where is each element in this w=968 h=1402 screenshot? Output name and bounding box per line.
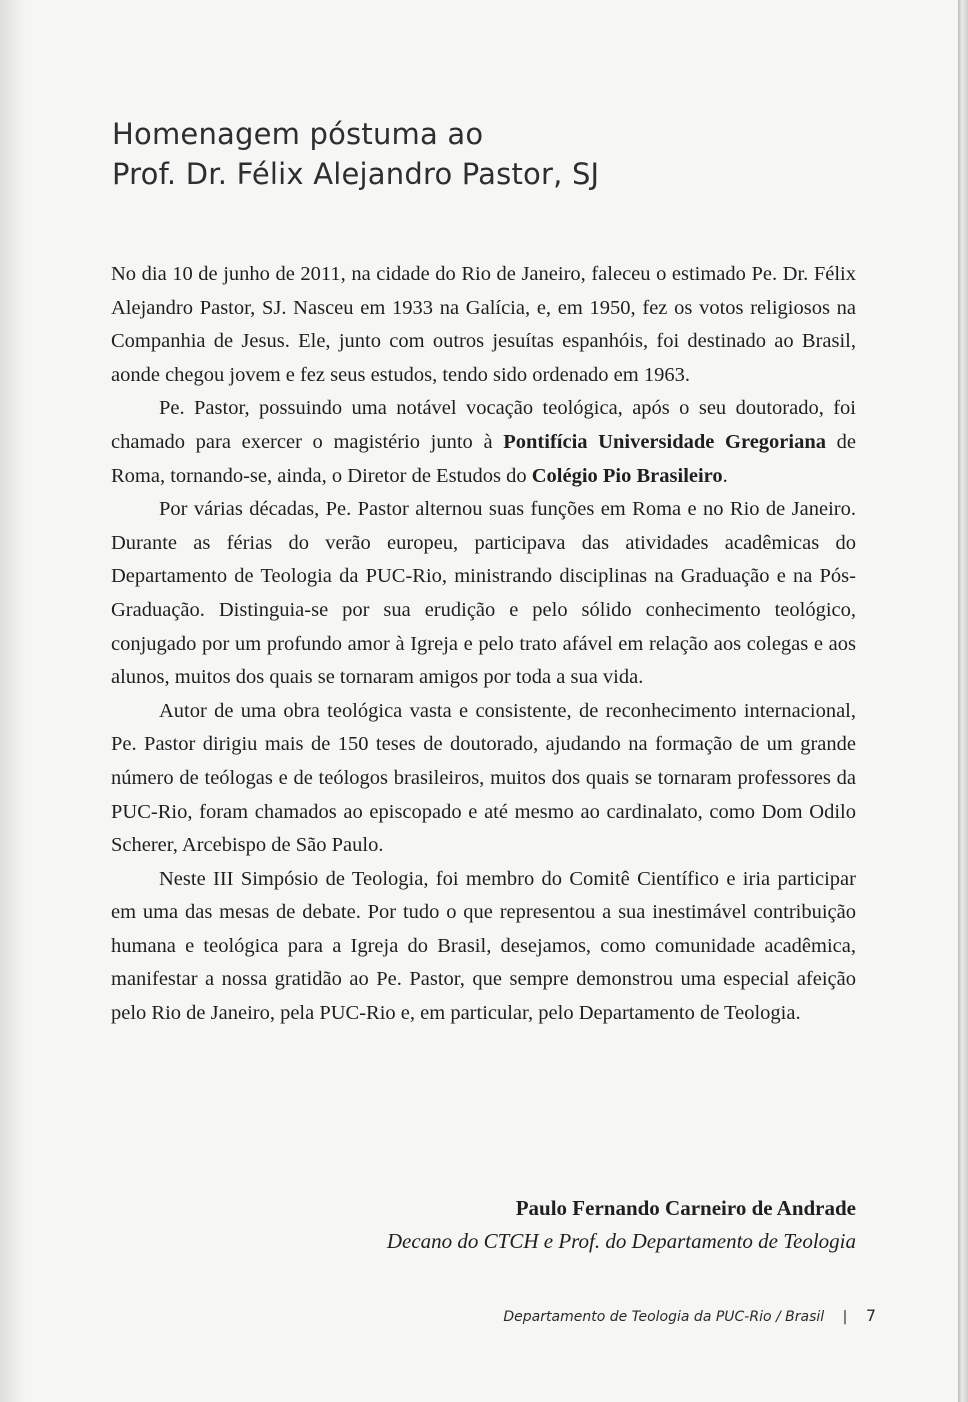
title-line-2: Prof. Dr. Félix Alejandro Pastor, SJ	[112, 157, 600, 191]
footer-separator: |	[842, 1309, 848, 1325]
paragraph-2-text-c: de Roma, tornando-se, ainda, o Diretor de Estudos do	[111, 430, 856, 487]
paragraph-2-text-a: Pe. Pastor, possuindo uma notável vocação teológica, após o seu doutorado, foi chamado para exercer o magistério junto à	[111, 397, 856, 453]
article-body	[111, 258, 856, 1031]
paragraph-5: Neste III Simpósio de Teologia, foi membro do Comitê Científico e iria participar em uma das mesas de debate. Por tudo o que representou a sua inestimável contribuição humana e teológica para a Igreja do Brasil, desejamos, como comunidade acadêmica, manifestar a nossa gratidão ao Pe. Pastor, que sempre demonstrou uma especial afeição pelo Rio de Janeiro, pela PUC-Rio e, em particular, pelo Departamento de Teologia.	[111, 867, 856, 1025]
signature-name: Paulo Fernando Carneiro de Andrade	[515, 1196, 856, 1220]
paragraph-2	[111, 392, 856, 493]
page-number: 7	[865, 1306, 876, 1325]
footer-department: Departamento de Teologia da PUC-Rio / Brasil	[503, 1309, 825, 1325]
university-name: Pontifícia Universidade Gregoriana	[503, 430, 826, 453]
paragraph-4: Autor de uma obra teológica vasta e consistente, de reconhecimento internacional, Pe. Pastor dirigiu mais de 150 teses de doutorado, ajudando na formação de um grande número de teólogas e de teólogos brasileiros, muitos dos quais se tornaram professores da PUC-Rio, foram chamados ao episcopado e até mesmo ao cardinalato, como Dom Odilo Scherer, Arcebispo de São Paulo.	[111, 699, 856, 857]
title-line-1: Homenagem póstuma ao	[112, 117, 484, 151]
page-spine-shadow	[0, 0, 26, 1402]
paragraph-2-text-e: .	[722, 464, 728, 487]
college-name: Colégio Pio Brasileiro	[531, 464, 723, 487]
page-edge	[958, 0, 968, 1402]
signature-role: Decano do CTCH e Prof. do Departamento de Teologia	[386, 1229, 856, 1253]
paragraph-1: No dia 10 de junho de 2011, na cidade do Rio de Janeiro, faleceu o estimado Pe. Dr. Félix Alejandro Pastor, SJ. Nasceu em 1933 na Galícia, e, em 1950, fez os votos religiosos na Companhia de Jesus. Ele, junto com outros jesuítas espanhóis, foi destinado ao Brasil, aonde chegou jovem e fez seus estudos, tendo sido ordenado em 1963.	[111, 263, 856, 386]
paragraph-3: Por várias décadas, Pe. Pastor alternou suas funções em Roma e no Rio de Janeiro. Durante as férias do verão europeu, participava das atividades acadêmicas do Departamento de Teologia da PUC-Rio, ministrando disciplinas na Graduação e na Pós-Graduação. Distinguia-se por sua erudição e pelo sólido conhecimento teológico, conjugado por um profundo amor à Igreja e pelo trato afável em relação aos colegas e aos alunos, muitos dos quais se tornaram amigos por toda a sua vida.	[111, 498, 856, 689]
page-title	[112, 114, 599, 194]
page-footer	[503, 1306, 876, 1325]
signature-block	[111, 1192, 856, 1258]
